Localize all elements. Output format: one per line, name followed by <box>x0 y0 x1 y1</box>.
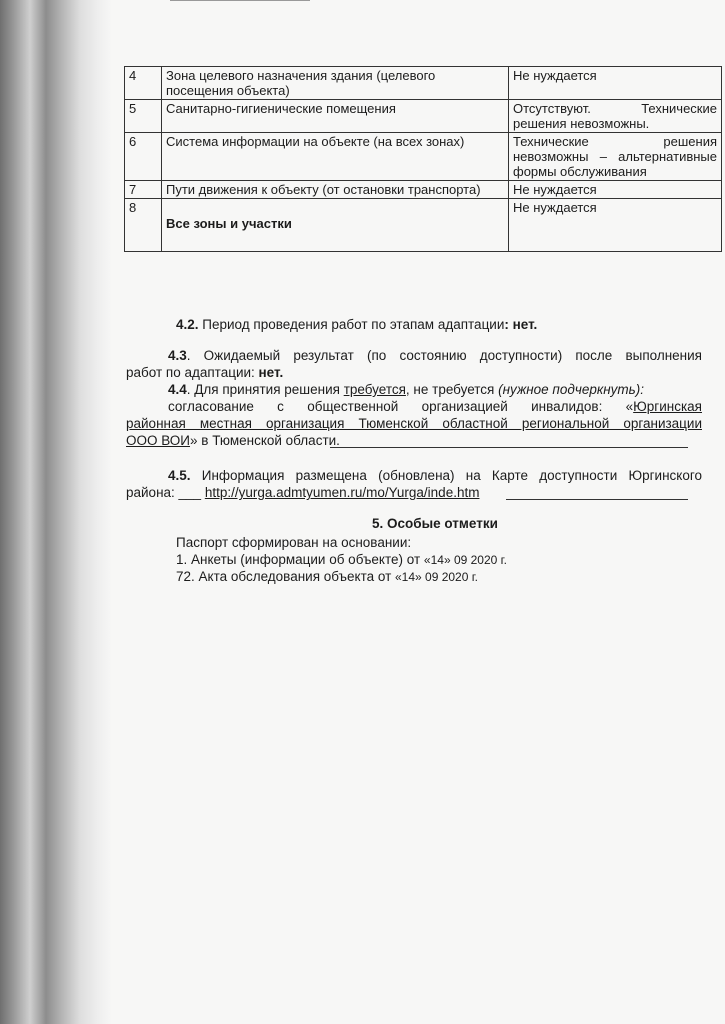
zone-name: Все зоны и участки <box>166 216 292 231</box>
zone-name: Система информации на объекте (на всех зонах) <box>162 133 509 181</box>
section-number: 4.4 <box>168 382 187 397</box>
zone-name: Санитарно-гигиенические помещения <box>162 100 509 133</box>
table-row <box>125 100 722 133</box>
zone-state: Не нуждается <box>509 67 722 100</box>
zone-state: Отсутствуют. Технические решения невозможны. <box>509 100 722 133</box>
section-4-3-line1 <box>168 347 702 364</box>
adaptation-table <box>124 66 722 252</box>
zone-state: Не нуждается <box>509 199 722 252</box>
table-row <box>125 181 722 199</box>
hint-text: (нужное подчеркнуть): <box>498 382 644 397</box>
section-text: , не требуется <box>405 382 499 397</box>
section-5-item-2 <box>176 568 478 586</box>
zone-name-cell <box>162 199 509 252</box>
item-text: 72. Акта обследования объекта от <box>176 569 395 584</box>
section-5-intro: Паспорт сформирован на основании: <box>176 535 412 550</box>
section-5-heading: 5. Особые отметки <box>372 516 498 531</box>
section-value: нет. <box>258 365 284 380</box>
section-text: . Ожидаемый результат (по состоянию доступности) после выполнения <box>186 348 702 363</box>
section-4-4-line3: районная местная организация Тюменской областной региональной организации <box>126 416 702 431</box>
section-text: работ по адаптации: <box>126 365 259 380</box>
section-number: 4.2. <box>176 317 199 332</box>
underlined-choice: требуется <box>343 382 406 397</box>
section-text: Информация размещена (обновлена) на Карте доступности Юргинского <box>190 468 702 483</box>
section-4-5-line2 <box>126 484 479 501</box>
section-4-3-line2 <box>126 364 283 381</box>
section-text: . Для принятия решения <box>186 382 344 397</box>
org-name: Юргинская <box>633 399 702 414</box>
zone-name: Зона целевого назначения здания (целевого посещения объекта) <box>162 67 509 100</box>
row-number: 7 <box>125 181 162 199</box>
section-5-item-1 <box>176 551 507 569</box>
zone-name: Пути движения к объекту (от остановки транспорта) <box>162 181 509 199</box>
section-4-5-line1 <box>168 467 702 484</box>
section-text: согласование с общественной организацией инвалидов: « <box>168 399 634 414</box>
zone-state: Не нуждается <box>509 181 722 199</box>
item-text: 1. Анкеты (информации об объекте) от <box>176 552 424 567</box>
underline-rule <box>506 499 688 500</box>
section-text: Период проведения работ по этапам адаптации <box>198 317 505 332</box>
section-4-4-line2 <box>168 398 702 415</box>
section-4-4-line1 <box>168 381 644 398</box>
map-link[interactable]: http://yurga.admtyumen.ru/mo/Yurga/inde.htm <box>204 485 480 500</box>
row-number: 6 <box>125 133 162 181</box>
underline-rule <box>330 447 688 448</box>
item-date: «14» 09 2020 г. <box>395 570 478 584</box>
section-number: 4.3 <box>168 348 187 363</box>
row-number: 4 <box>125 67 162 100</box>
section-text: района: ___ <box>126 485 205 500</box>
section-number: 4.5. <box>168 468 191 483</box>
section-4-4-line4 <box>126 432 340 449</box>
section-4-2 <box>176 316 537 333</box>
zone-state: Технические решения невозможны – альтернативные формы обслуживания <box>509 133 722 181</box>
table-row <box>125 133 722 181</box>
row-number: 8 <box>125 199 162 252</box>
section-value: : нет. <box>504 317 538 332</box>
table-row <box>125 67 722 100</box>
table-row <box>125 199 722 252</box>
row-number: 5 <box>125 100 162 133</box>
org-name: ООО ВОИ <box>126 433 191 448</box>
item-date: «14» 09 2020 г. <box>423 553 507 567</box>
section-text: » в Тюменской области. <box>190 433 340 448</box>
